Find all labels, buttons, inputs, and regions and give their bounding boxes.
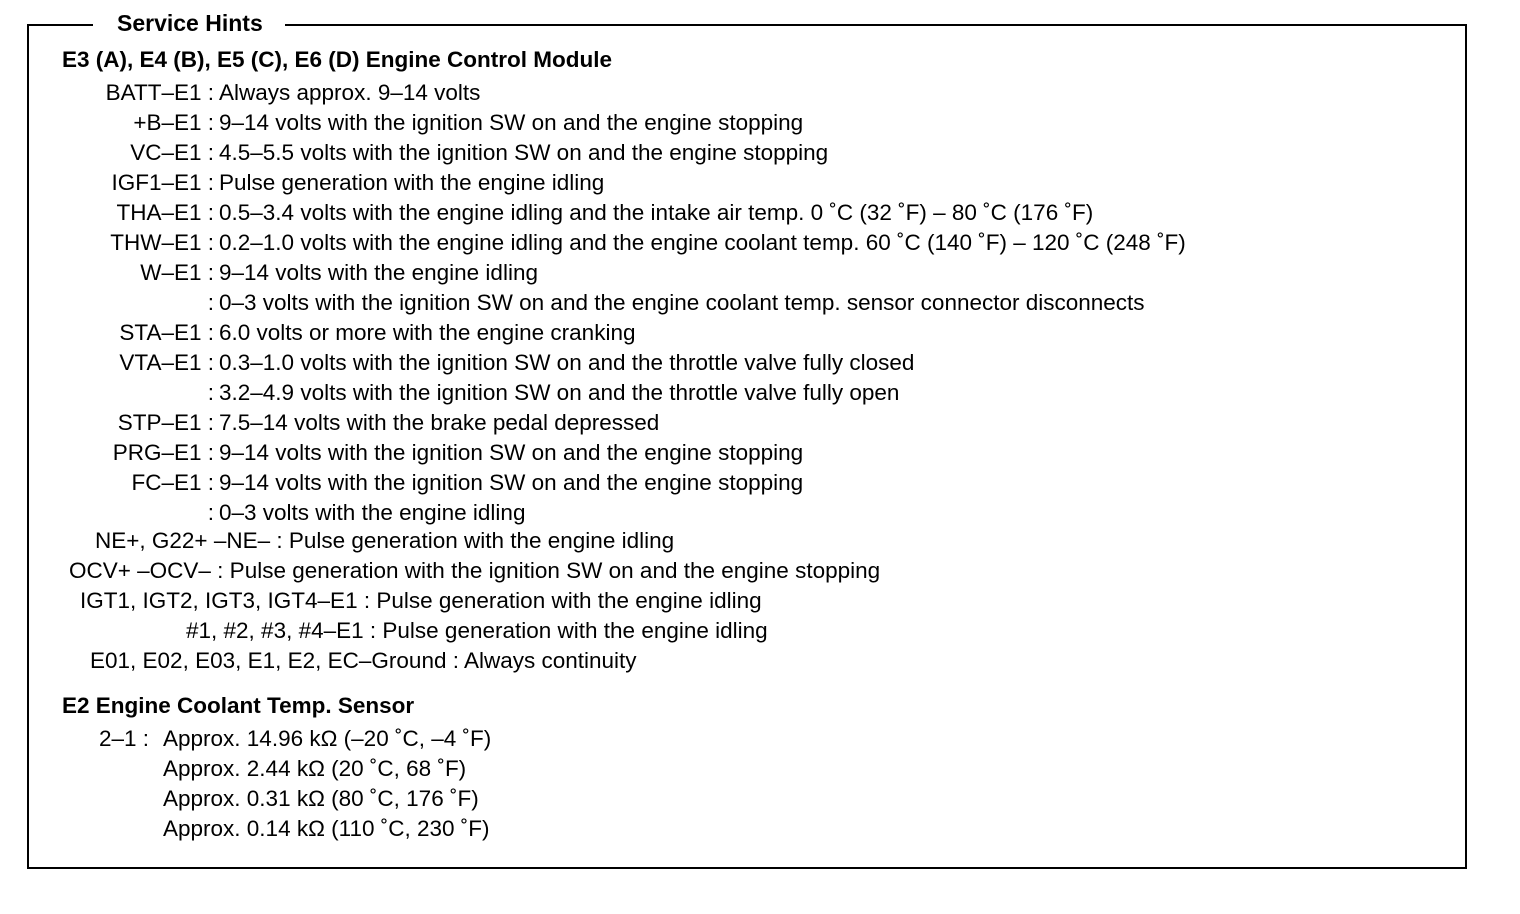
ecm-row-injectors: #1, #2, #3, #4–E1 : Pulse generation with the engine idling bbox=[186, 618, 768, 643]
ecm-terminal-value: 3.2–4.9 volts with the ignition SW on and the throttle valve fully open bbox=[219, 380, 900, 405]
ecm-terminal-row bbox=[0, 498, 1460, 528]
ecm-terminal-row bbox=[0, 408, 1460, 438]
service-hints-title: Service Hints bbox=[93, 7, 285, 39]
ecm-terminal-value: 7.5–14 volts with the brake pedal depressed bbox=[219, 410, 660, 435]
ecm-terminal-value: 4.5–5.5 volts with the ignition SW on and the engine stopping bbox=[219, 140, 829, 165]
ecm-terminal-label: VC–E1 : bbox=[130, 140, 214, 165]
ecm-terminal-label: VTA–E1 : bbox=[119, 350, 214, 375]
ecm-terminal-row bbox=[0, 168, 1460, 198]
coolant-value: Approx. 0.14 kΩ (110 ˚C, 230 ˚F) bbox=[163, 816, 490, 841]
coolant-terminal-label: 2–1 : bbox=[99, 726, 150, 751]
ecm-terminal-row bbox=[0, 138, 1460, 168]
coolant-value: Approx. 0.31 kΩ (80 ˚C, 176 ˚F) bbox=[163, 786, 479, 811]
ecm-terminal-value: 9–14 volts with the engine idling bbox=[219, 260, 538, 285]
ecm-terminal-row bbox=[0, 318, 1460, 348]
ecm-terminal-value: 0.3–1.0 volts with the ignition SW on and the throttle valve fully closed bbox=[219, 350, 915, 375]
ecm-terminal-label: : bbox=[207, 290, 214, 315]
ecm-terminal-label: THA–E1 : bbox=[116, 200, 214, 225]
ecm-terminal-label: W–E1 : bbox=[140, 260, 214, 285]
ecm-terminal-row bbox=[0, 348, 1460, 378]
ecm-row-ocv: OCV+ –OCV– : Pulse generation with the ignition SW on and the engine stopping bbox=[69, 558, 881, 583]
ecm-terminal-row bbox=[0, 378, 1460, 408]
ecm-terminal-label: STP–E1 : bbox=[117, 410, 214, 435]
coolant-value: Approx. 14.96 kΩ (–20 ˚C, –4 ˚F) bbox=[163, 726, 492, 751]
coolant-value: Approx. 2.44 kΩ (20 ˚C, 68 ˚F) bbox=[163, 756, 467, 781]
ecm-terminal-row bbox=[0, 108, 1460, 138]
ecm-terminal-label: FC–E1 : bbox=[131, 470, 214, 495]
ecm-row-ne: NE+, G22+ –NE– : Pulse generation with the engine idling bbox=[95, 528, 675, 553]
ecm-terminal-value: 9–14 volts with the ignition SW on and the engine stopping bbox=[219, 440, 804, 465]
ecm-terminal-value: 9–14 volts with the ignition SW on and the engine stopping bbox=[219, 470, 804, 495]
ecm-terminal-label: : bbox=[207, 500, 214, 525]
ecm-terminal-row bbox=[0, 258, 1460, 288]
ecm-terminal-value: 0.5–3.4 volts with the engine idling and the intake air temp. 0 ˚C (32 ˚F) – 80 ˚C (176 ˚F) bbox=[219, 200, 1094, 225]
ecm-terminal-row bbox=[0, 198, 1460, 228]
ecm-row-igt: IGT1, IGT2, IGT3, IGT4–E1 : Pulse generation with the engine idling bbox=[80, 588, 762, 613]
ecm-terminal-row bbox=[0, 438, 1460, 468]
ecm-heading: E3 (A), E4 (B), E5 (C), E6 (D) Engine Control Module bbox=[62, 47, 613, 72]
ecm-terminal-row bbox=[0, 78, 1460, 108]
ecm-terminal-value: 0–3 volts with the ignition SW on and the engine coolant temp. sensor connector disconnects bbox=[219, 290, 1145, 315]
ecm-terminal-label: THW–E1 : bbox=[110, 230, 214, 255]
ecm-row-ground: E01, E02, E03, E1, E2, EC–Ground : Always continuity bbox=[90, 648, 637, 673]
ecm-terminal-value: 0–3 volts with the engine idling bbox=[219, 500, 526, 525]
ecm-terminal-label: BATT–E1 : bbox=[105, 80, 214, 105]
ecm-terminal-label: PRG–E1 : bbox=[112, 440, 214, 465]
ecm-terminal-label: +B–E1 : bbox=[133, 110, 214, 135]
ecm-terminal-row bbox=[0, 468, 1460, 498]
ecm-terminal-label: IGF1–E1 : bbox=[111, 170, 214, 195]
coolant-heading: E2 Engine Coolant Temp. Sensor bbox=[62, 693, 415, 718]
ecm-terminal-value: Always approx. 9–14 volts bbox=[219, 80, 481, 105]
ecm-terminal-row bbox=[0, 228, 1460, 258]
ecm-terminal-value: 9–14 volts with the ignition SW on and the engine stopping bbox=[219, 110, 804, 135]
ecm-terminal-value: 0.2–1.0 volts with the engine idling and the engine coolant temp. 60 ˚C (140 ˚F) – 120 ˚C (248 ˚F) bbox=[219, 230, 1186, 255]
ecm-terminal-value: Pulse generation with the engine idling bbox=[219, 170, 605, 195]
ecm-terminal-row bbox=[0, 288, 1460, 318]
ecm-terminal-label: : bbox=[207, 380, 214, 405]
ecm-terminal-value: 6.0 volts or more with the engine cranking bbox=[219, 320, 636, 345]
ecm-terminal-label: STA–E1 : bbox=[119, 320, 214, 345]
